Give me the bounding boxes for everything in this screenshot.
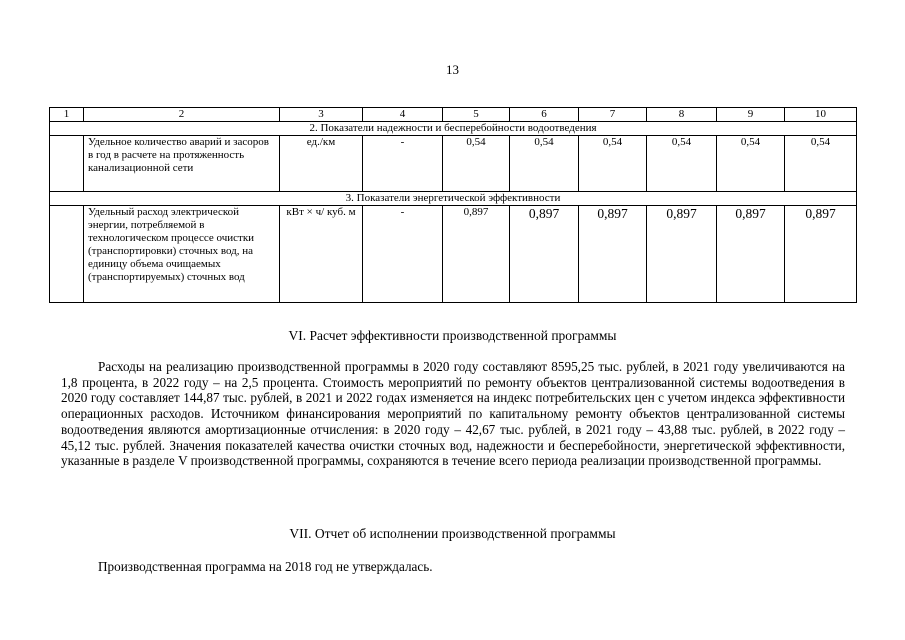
row-value: 0,54 [647,136,717,192]
section-vii-paragraph: Производственная программа на 2018 год не утверждалась. [98,559,433,574]
header-cell: 8 [647,108,717,122]
section-title-energy: 3. Показатели энергетической эффективности [50,192,857,206]
row-value: 0,897 [785,206,857,303]
row-value: 0,897 [717,206,785,303]
row-value: 0,54 [579,136,647,192]
row-number-cell [50,206,84,303]
row-description: Удельное количество аварий и засоров в год в расчете на протяженность канализационной сети [84,136,280,192]
row-value: 0,54 [510,136,579,192]
header-cell: 9 [717,108,785,122]
row-unit: ед./км [280,136,363,192]
row-value: 0,54 [785,136,857,192]
row-base-value: - [363,206,443,303]
row-base-value: - [363,136,443,192]
row-value: 0,54 [717,136,785,192]
section-vi-heading: VI. Расчет эффективности производственной программы [288,328,617,343]
row-number-cell [50,136,84,192]
header-cell: 10 [785,108,857,122]
row-value: 0,897 [579,206,647,303]
header-cell: 5 [443,108,510,122]
header-cell: 1 [50,108,84,122]
row-description: Удельный расход электрической энергии, потребляемой в технологическом процессе очистки (транспортировки) сточных вод, на единицу объема очищаемых (транспортируемых) сточных вод [84,206,280,303]
header-cell: 2 [84,108,280,122]
header-cell: 6 [510,108,579,122]
row-unit: кВт × ч/ куб. м [280,206,363,303]
section-row [50,192,857,206]
page-number: 13 [446,62,459,77]
row-value: 0,897 [647,206,717,303]
row-value: 0,897 [443,206,510,303]
header-cell: 3 [280,108,363,122]
table-row [50,136,857,192]
header-cell: 7 [579,108,647,122]
table-header-row [50,108,857,122]
table-row [50,206,857,303]
section-title-reliability: 2. Показатели надежности и бесперебойности водоотведения [50,122,857,136]
row-value: 0,54 [443,136,510,192]
section-row [50,122,857,136]
row-value: 0,897 [510,206,579,303]
header-cell: 4 [363,108,443,122]
section-vi-paragraph: Расходы на реализацию производственной программы в 2020 году составляют 8595,25 тыс. рублей, в 2021 году увеличиваются на 1,8 процента, в 2022 году – на 2,5 процента. Стоимость мероприятий по ремонту объектов централизованной системы водоотведения в 2020 году составляет 144,87 тыс. рублей, в 2021 и 2022 годах изменяется на индекс потребительских цен с учетом индекса эффективности операционных расходов. Источником финансирования мероприятий по капитальному ремонту объектов централизованной системы водоотведения являются амортизационные отчисления: в 2020 году – 42,67 тыс. рублей, в 2021 году – 43,88 тыс. рублей, в 2022 году – 45,12 тыс. рублей. Значения показателей качества очистки сточных вод, надежности и бесперебойности, энергетической эффективности, указанные в разделе V производственной программы, сохраняются в течение всего периода реализации производственной программы. [61,359,845,469]
section-vii-heading: VII. Отчет об исполнении производственной программы [289,526,616,541]
indicators-table [49,107,857,303]
